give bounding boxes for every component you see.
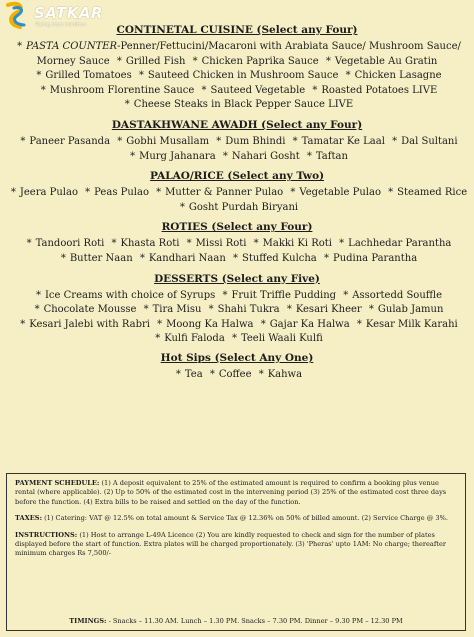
menu-item: Dal Sultani [401,135,458,147]
menu-section [0,119,474,164]
menu-item: Coffee [218,368,252,380]
section-title: Hot Sips (Select Any One) [160,351,314,364]
bullet-star-icon: * [143,304,149,316]
menu-section [0,221,474,266]
bullet-star-icon: * [85,187,91,199]
menu-item: Missi Roti [195,238,247,250]
instructions-label: INSTRUCTIONS: [15,530,78,539]
payment-label: PAYMENT SCHEDULE: [15,479,100,487]
menu-item: Sauteed Vegetable [210,84,306,96]
menu-item: Pudina Parantha [332,252,418,264]
taxes-text: (1) Catering: VAT @ 12.5% on total amount & Service Tax @ 12.36% on 50% of billed amount. (2) Service Charge @ 3%. [42,514,448,523]
bullet-star-icon: * [111,238,117,250]
menu-section [0,170,474,215]
menu-item: Roasted Potatoes LIVE [321,84,438,96]
menu-item: Chocolate Mousse [43,304,137,316]
item-list [0,237,474,266]
menu-item: Mushroom Florentine Sauce [49,84,195,96]
menu-item: Gajar Ka Halwa [269,318,350,330]
section-title: DESSERTS (Select any Five) [154,272,320,285]
bullet-star-icon: * [222,150,228,162]
menu-item: Stuffed Kulcha [241,252,317,264]
menu-item: Tea [184,368,203,380]
menu-item: Murg Jahanara [139,150,216,162]
menu-item: Chicken Lasagne [354,70,442,82]
menu-item: Cheese Steaks in Black Pepper Sauce LIVE [133,99,354,111]
bullet-star-icon: * [36,70,42,82]
bullet-star-icon: * [388,187,394,199]
instructions [15,531,459,559]
bullet-star-icon: * [34,304,40,316]
bullet-star-icon: * [192,55,198,67]
bullet-star-icon: * [40,84,46,96]
payment-schedule [15,479,459,507]
menu-item: Assortedd Souffle [352,289,442,301]
terms-box [6,473,466,631]
bullet-star-icon: * [290,187,296,199]
menu-item: Moong Ka Halwa [166,318,254,330]
menu-item: Vegetable Au Gratin [334,55,438,67]
bullet-star-icon: * [222,289,228,301]
bullet-star-icon: * [186,238,192,250]
bullet-star-icon: * [124,99,130,111]
bullet-star-icon: * [343,289,349,301]
menu-item: Teeli Waali Kulfi [240,333,323,345]
section-title: DASTAKHWANE AWADH (Select any Four) [111,118,363,131]
item-list [0,40,474,113]
bullet-star-icon: * [260,318,266,330]
menu-item: Butter Naan [69,252,133,264]
menu-item: Fruit Triffle Pudding [231,289,337,301]
bullet-star-icon: * [392,135,398,147]
bullet-star-icon: * [20,318,26,330]
bullet-star-icon: * [231,333,237,345]
logo-tagline: Rising from tradition [35,22,87,28]
menu-item: Khasta Roti [120,238,180,250]
menu-item: Paneer Pasanda [29,135,111,147]
bullet-star-icon: * [17,41,23,52]
menu-item: Sauteed Chicken in Mushroom Sauce [147,70,339,82]
bullet-star-icon: * [208,304,214,316]
bullet-star-icon: * [26,238,32,250]
section-title: PALAO/RICE (Select any Two) [149,170,325,183]
menu-item: Dum Bhindi [225,135,286,147]
menu-section [0,24,474,113]
menu-item: Kulfi Faloda [164,333,225,345]
menu-item: Lachhedar Parantha [348,238,452,250]
bullet-star-icon: * [339,238,345,250]
bullet-star-icon: * [258,368,264,380]
menu-item: Taftan [315,150,348,162]
item-list [0,186,474,215]
menu-section [0,352,474,383]
timings [7,617,465,626]
bullet-star-icon: * [356,318,362,330]
bullet-star-icon: * [253,238,259,250]
section-title: CONTINETAL CUISINE (Select any Four) [116,24,358,36]
bullet-star-icon: * [117,135,123,147]
menu-item: Gobhi Musallam [126,135,210,147]
timings-label: TIMINGS: [69,616,107,625]
bullet-star-icon: * [201,84,207,96]
menu-item: Grilled Fish [125,55,186,67]
bullet-star-icon: * [139,252,145,264]
bullet-star-icon: * [306,150,312,162]
bullet-star-icon: * [216,135,222,147]
taxes [15,514,459,523]
bullet-star-icon: * [155,333,161,345]
bullet-star-icon: * [35,289,41,301]
menu-item: Kesar Milk Karahi [365,318,458,330]
bullet-star-icon: * [116,55,122,67]
menu-item: Ice Creams with choice of Syrups [44,289,216,301]
bullet-star-icon: * [175,368,181,380]
timings-text: - Snacks – 11.30 AM. Lunch – 1.30 PM. Snacks – 7.30 PM. Dinner – 9.30 PM – 12.30 PM [108,616,403,625]
bullet-star-icon: * [325,55,331,67]
menu-item: Nahari Gosht [231,150,300,162]
bullet-star-icon: * [138,70,144,82]
bullet-star-icon: * [130,150,136,162]
bullet-star-icon: * [60,252,66,264]
instructions-text: (1) Host to arrange L-49A Licence (2) You are kindly requested to check and sign for the number of plates displayed before the start of function. Extra plates will be charged proportionately. (3) 'Pheras' upto 1AM: No charge; thereafter minimum charges Rs 7,500/- [15,530,446,558]
menu-item: Steamed Rice [397,187,468,199]
bullet-star-icon: * [312,84,318,96]
payment-text: (1) A deposit equivalent to 25% of the estimated amount is required to confirm a booking plus venue rental (where applicable). (2) Up to 50% of the estimated cost in the intervening period (3) 25% of the estimated cost three days before the function. (4) Extra bills to be raised and settled on the day of the function. [15,479,447,506]
bullet-star-icon: * [179,201,185,213]
menu-item: Gulab Jamun [377,304,444,316]
logo-name: SATKAR [34,4,103,22]
bullet-star-icon: * [10,187,16,199]
menu-item: Grilled Tomatoes [45,70,132,82]
menu-item: Kahwa [267,368,303,380]
bullet-star-icon: * [323,252,329,264]
menu-item: Jeera Pulao [19,187,78,199]
menu-item: PASTA COUNTER-Penner/Fettucini/Macaroni with Arabiata Sauce/ Mushroom Sauce/ Morney Sauce [26,41,461,67]
bullet-star-icon: * [156,187,162,199]
menu-item: Tamatar Ke Laal [301,135,385,147]
bullet-star-icon: * [232,252,238,264]
menu-section [0,273,474,347]
menu-item: Vegetable Pulao [299,187,381,199]
bullet-star-icon: * [292,135,298,147]
item-list [0,135,474,164]
menu-item: Tira Misu [152,304,202,316]
item-list [0,289,474,347]
menu-item: Peas Pulao [94,187,149,199]
menu-sections [0,22,474,383]
bullet-star-icon: * [345,70,351,82]
menu-item: Kesari Kheer [295,304,362,316]
menu-item: Mutter & Panner Pulao [165,187,284,199]
bullet-star-icon: * [20,135,26,147]
bullet-star-icon: * [286,304,292,316]
menu-item: Makki Ki Roti [262,238,332,250]
taxes-label: TAXES: [15,514,42,523]
menu-item: Shahi Tukra [217,304,280,316]
item-list [0,368,474,383]
bullet-star-icon: * [157,318,163,330]
menu-item: Gosht Purdah Biryani [188,201,299,213]
menu-item: Tandoori Roti [35,238,105,250]
menu-item: Chicken Paprika Sauce [201,55,319,67]
menu-item: Kandhari Naan [148,252,226,264]
menu-item: Kesari Jalebi with Rabri [29,318,150,330]
bullet-star-icon: * [368,304,374,316]
section-title: ROTIES (Select any Four) [161,221,313,234]
bullet-star-icon: * [209,368,215,380]
